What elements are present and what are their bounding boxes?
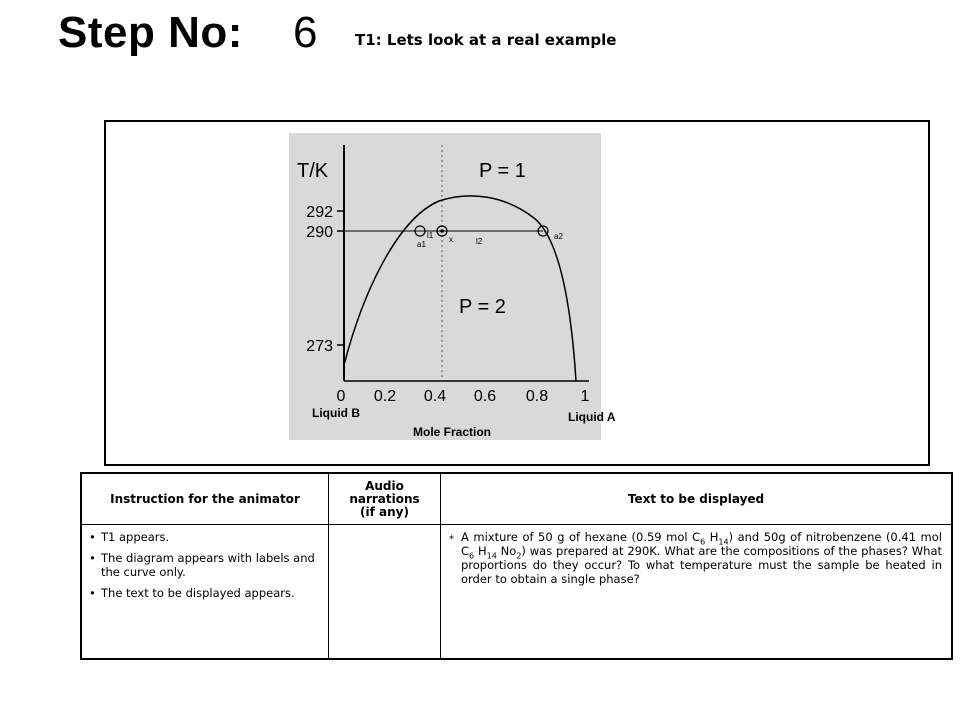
step-label: Step No: [58, 8, 243, 57]
bullet-arrow-icon: ⁎ [449, 531, 454, 542]
point-label-a1: a1 [417, 240, 426, 249]
y-axis-label: T/K [297, 160, 329, 182]
x-tick-label-1: 1 [580, 388, 590, 405]
display-text: ⁎ A mixture of 50 g of hexane (0.59 mol $C_6$ $H_{14}$) and 50g of nitrobenzene (0.41 mol $C_6$ $H_{14}$ $No_2$) was prepared at 290K. What are the compositions of the phases? What proportions do they occur? To what temperature must the sample be heated in order to obtain a single phase? [449, 530, 943, 586]
text-header: Text to be displayed [627, 491, 765, 506]
point-x-dot [440, 229, 444, 233]
point-label-l2: l2 [476, 237, 483, 246]
x-tick-label-0-4: 0.4 [423, 388, 447, 405]
region-label-two-phase: P = 2 [459, 296, 506, 318]
instruction-header: Instruction for the animator [110, 491, 300, 506]
y-tick-label-290: 290 [306, 224, 333, 241]
x-tick-label-0-6: 0.6 [473, 388, 497, 405]
phase-diagram [289, 133, 601, 440]
step-number: 6 [293, 8, 318, 57]
point-label-a2: a2 [554, 232, 563, 241]
point-label-x: x [449, 235, 453, 244]
point-label-l1: l1 [427, 231, 434, 240]
x-axis-title: Mole Fraction [413, 425, 492, 439]
coexistence-curve [344, 196, 576, 381]
region-label-one-phase: P = 1 [479, 160, 526, 182]
x-tick-label-0-2: 0.2 [373, 388, 397, 405]
instruction-column [82, 474, 329, 658]
x-tick-label-0: 0 [336, 388, 346, 405]
slide-subtitle: T1: Lets look at a real example [355, 31, 617, 49]
text-column [441, 474, 951, 658]
liquid-b-label: Liquid B [312, 406, 360, 420]
y-tick-label-292: 292 [306, 204, 333, 221]
instruction-item: • The diagram appears with labels and the curve only. [89, 551, 315, 579]
y-tick-label-273: 273 [306, 338, 333, 355]
audio-header: Audio narrations (if any) [349, 478, 420, 519]
liquid-a-label: Liquid A [568, 410, 616, 424]
audio-column [329, 474, 441, 658]
storyboard-table [80, 472, 953, 660]
x-tick-label-0-8: 0.8 [525, 388, 549, 405]
instruction-item: • T1 appears. [89, 530, 170, 544]
instruction-item: • The text to be displayed appears. [89, 586, 295, 600]
